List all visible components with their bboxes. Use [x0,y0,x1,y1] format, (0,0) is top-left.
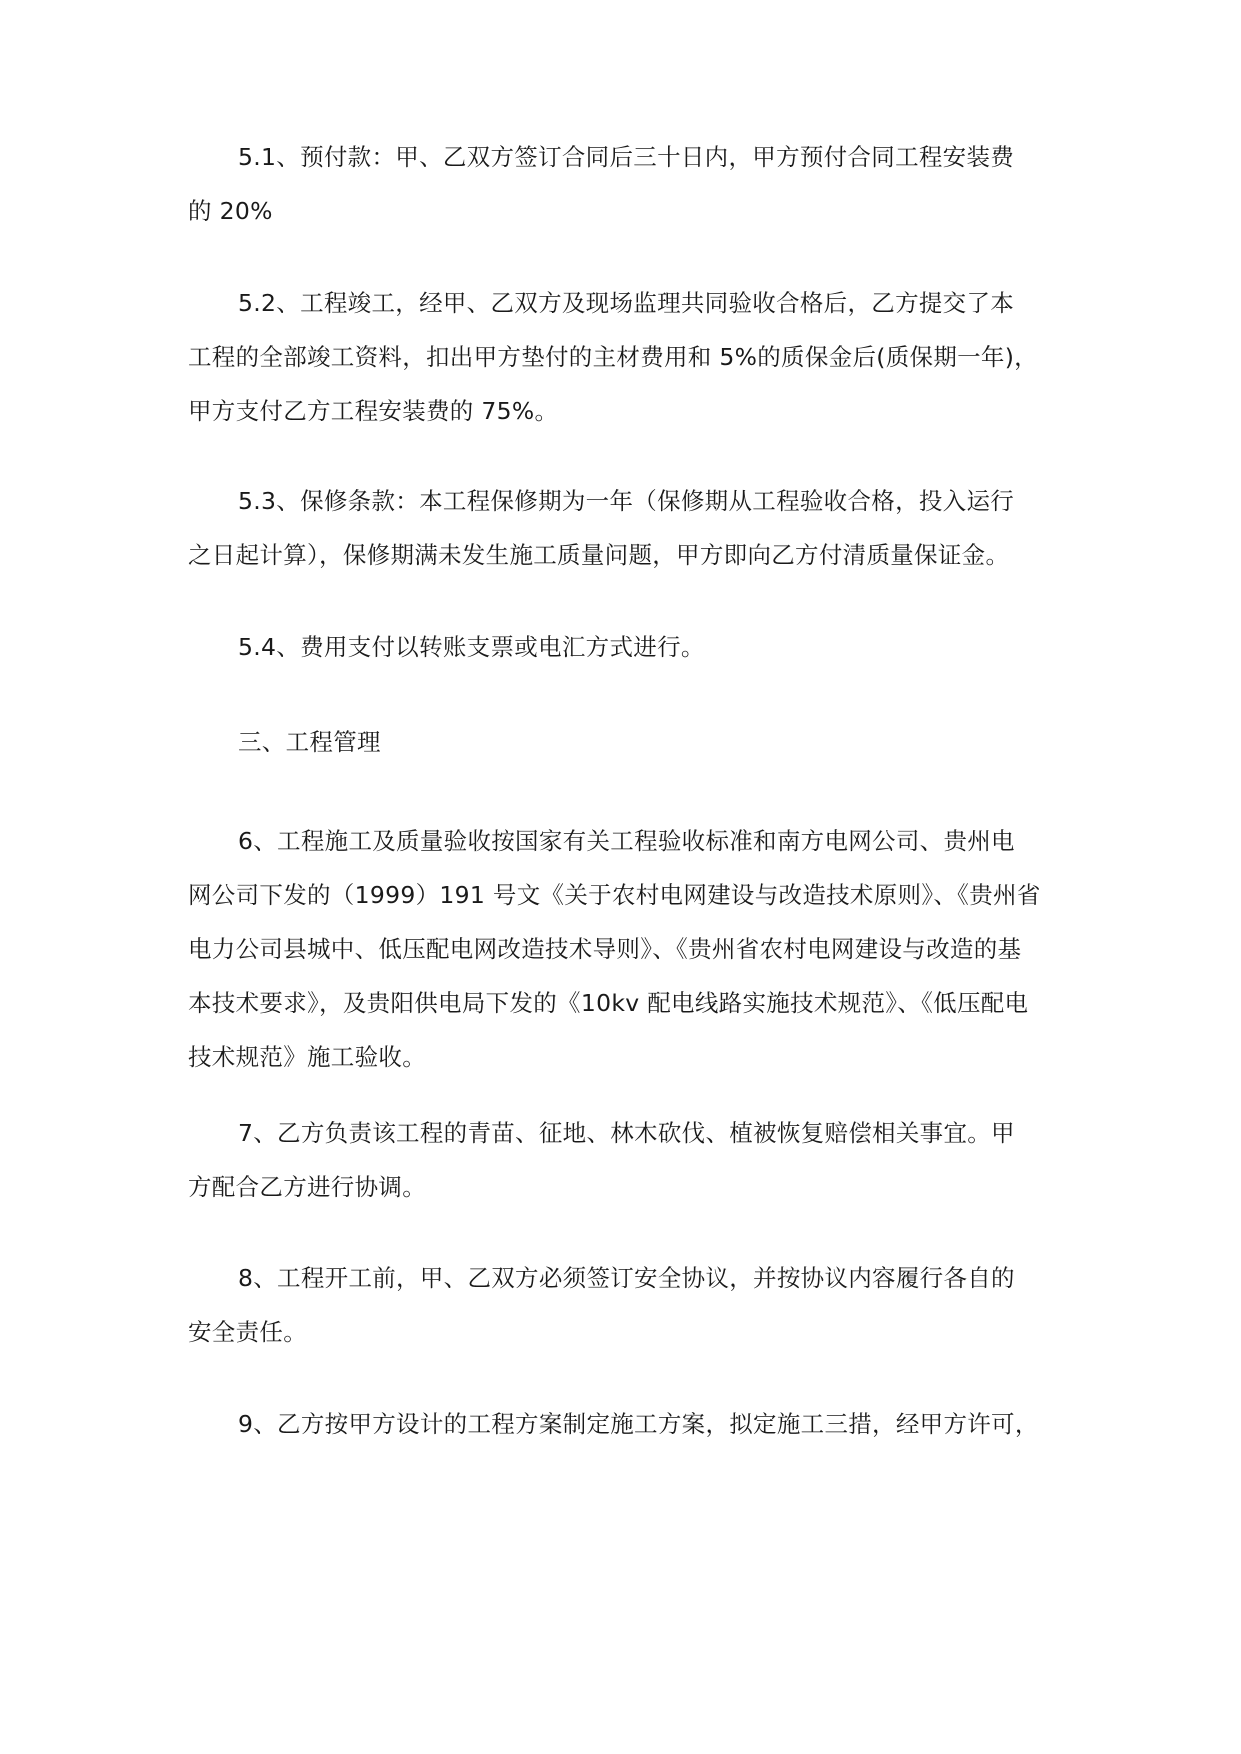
section-3-heading [188,715,1064,769]
text-line: 电力公司县城中、低压配电网改造技术导则》、《贵州省农村电网建设与改造的基 [188,935,1022,963]
clause-5-4-paragraph [188,620,1064,674]
text-line: 工程的全部竣工资料，扣出甲方垫付的主材费用和 5%的质保金后(质保期一年)， [188,343,1038,371]
text-line: 的 20% [188,197,273,225]
text-line: 网公司下发的（1999）191 号文《关于农村电网建设与改造技术原则》、《贵州省 [188,881,1041,909]
clause-9-paragraph [188,1397,1064,1451]
text-line: 技术规范》施工验收。 [188,1043,426,1071]
clause-5-1-paragraph [188,130,1064,238]
text-line: 5.1、预付款：甲、乙双方签订合同后三十日内，甲方预付合同工程安装费 [238,143,1015,171]
clause-5-2-paragraph [188,276,1064,438]
clause-7-paragraph [188,1106,1064,1214]
text-line: 5.2、工程竣工，经甲、乙双方及现场监理共同验收合格后，乙方提交了本 [238,289,1015,317]
text-line: 8、工程开工前，甲、乙双方必须签订安全协议，并按协议内容履行各自的 [238,1264,1015,1292]
text-line: 7、乙方负责该工程的青苗、征地、林木砍伐、植被恢复赔偿相关事宜。甲 [238,1119,1015,1147]
text-line: 甲方支付乙方工程安装费的 75%。 [188,397,559,425]
text-line: 5.3、保修条款：本工程保修期为一年（保修期从工程验收合格，投入运行 [238,487,1015,515]
text-line: 6、工程施工及质量验收按国家有关工程验收标准和南方电网公司、贵州电 [238,827,1015,855]
clause-5-3-paragraph [188,474,1064,582]
text-line: 本技术要求》，及贵阳供电局下发的《10kv 配电线路实施技术规范》、《低压配电 [188,989,1029,1017]
text-line: 之日起计算），保修期满未发生施工质量问题，甲方即向乙方付清质量保证金。 [188,541,1010,569]
text-line: 安全责任。 [188,1318,307,1346]
section-heading-text: 三、工程管理 [238,728,381,756]
text-line: 方配合乙方进行协调。 [188,1173,426,1201]
clause-6-paragraph [188,814,1064,1084]
text-line: 9、乙方按甲方设计的工程方案制定施工方案，拟定施工三措，经甲方许可， [238,1410,1039,1438]
clause-8-paragraph [188,1251,1064,1359]
text-line: 5.4、费用支付以转账支票或电汇方式进行。 [238,633,705,661]
